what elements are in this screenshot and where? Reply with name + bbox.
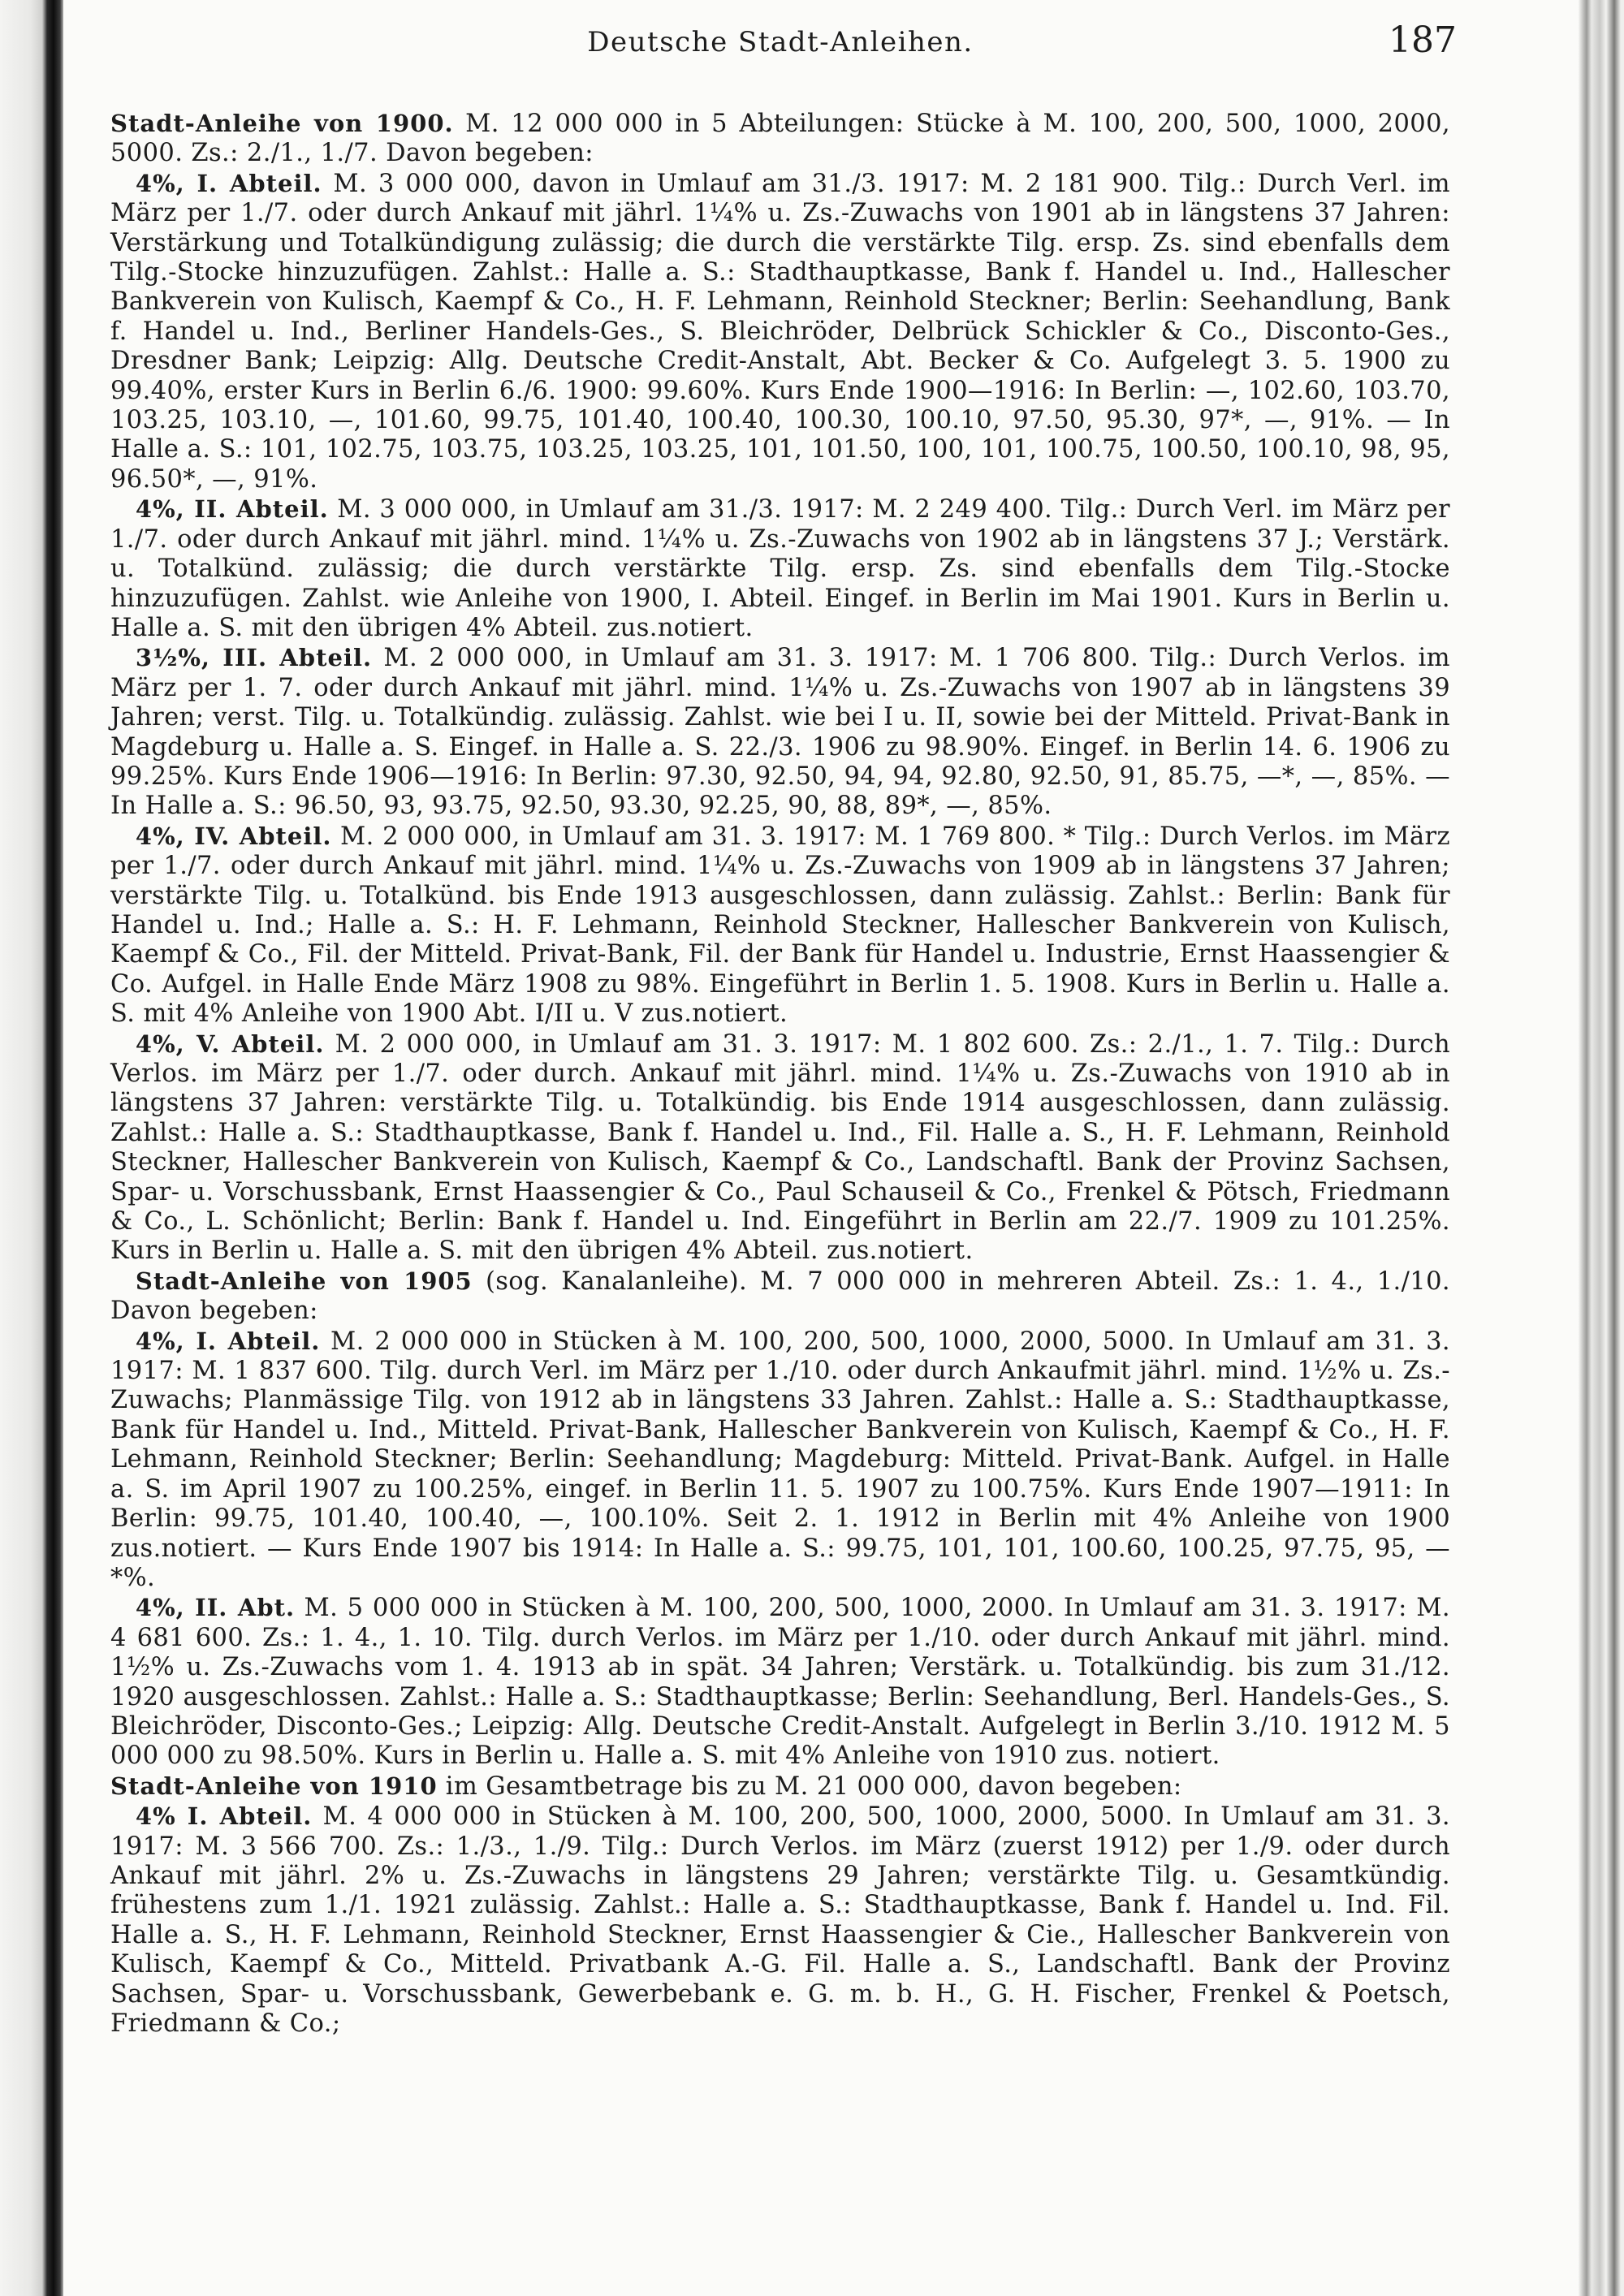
paragraph-1900-abteil-2 [110,494,1450,643]
paragraph-1910-abteil-1 [110,1802,1450,2039]
section-heading: 4%, V. Abteil. [135,1029,325,1058]
section-heading: 4%, I. Abteil. [135,1327,321,1355]
document-page [110,18,1457,2283]
paragraph-text: M. 5 000 000 in Stücken à M. 100, 200, 500, 1000, 2000. In Umlauf am 31. 3. 1917: M. 4 681 600. Zs.: 1. 4., 1. 10. Tilg. durch Verlos. im März per 1./10. oder durch Ankauf mit jährl. mind. 1½% u. Zs.-Zuwachs vom 1. 4. 1913 ab in spät. 34 Jahren; Verstärk. u. Totalkündig. bis zum 31./12. 1920 ausgeschlossen. Zahlst.: Halle a. S.: Stadthauptkasse; Berlin: Seehandlung, Berl. Handels-Ges., S. Bleichröder, Disconto-Ges.; Leipzig: Allg. Deutsche Credit-Anstalt. Aufgelegt in Berlin 3./10. 1912 M. 5 000 000 zu 98.50%. Kurs in Berlin u. Halle a. S. mit 4% Anleihe von 1910 zus. notiert. [110,1594,1450,1771]
book-binding-shadow [0,0,63,2296]
paragraph-text: M. 12 000 000 in 5 Abteilungen: Stücke à M. 100, 200, 500, 1000, 2000, 5000. Zs.: 2./1., 1./7. Davon begeben: [110,110,1450,168]
section-heading: 4%, II. Abt. [135,1594,296,1622]
paragraph-text: M. 2 000 000, in Umlauf am 31. 3. 1917: M. 1 769 800. * Tilg.: Durch Verlos. im März per 1./7. oder durch Ankauf mit jährl. mind. 1¼% u. Zs.-Zuwachs von 1909 ab in längstens 37 Jahren; verstärkte Tilg. u. Totalkünd. bis Ende 1913 ausgeschlossen, dann zulässig. Zahlst.: Berlin: Bank für Handel u. Ind.; Halle a. S.: H. F. Lehmann, Reinhold Steckner, Hallescher Bankverein von Kulisch, Kaempf & Co., Fil. der Mitteld. Privat-Bank, Fil. der Bank für Handel u. Industrie, Ernst Haassengier & Co. Aufgel. in Halle Ende März 1908 zu 98%. Eingeführt in Berlin 1. 5. 1908. Kurs in Berlin u. Halle a. S. mit 4% Anleihe von 1900 Abt. I/II u. V zus.notiert. [110,822,1451,1029]
paragraph-text: M. 2 000 000, in Umlauf am 31. 3. 1917: M. 1 802 600. Zs.: 2./1., 1. 7. Tilg.: Durch Verlos. im März per 1./7. oder durch. Ankauf mit jährl. mind. 1¼% u. Zs.-Zuwachs von 1910 ab in längstens 37 Jahren: verstärkte Tilg. u. Totalkündig. bis Ende 1914 ausgeschlossen, dann zulässig. Zahlst.: Halle a. S.: Stadthauptkasse, Bank f. Handel u. Ind., Fil. Halle a. S., H. F. Lehmann, Reinhold Steckner, Hallescher Bankverein von Kulisch, Kaempf & Co., Landschaftl. Bank der Provinz Sachsen, Spar- u. Vorschussbank, Ernst Haassengier & Co., Paul Schauseil & Co., Frenkel & Pötsch, Friedmann & Co., L. Schönlicht; Berlin: Bank f. Handel u. Ind. Eingeführt in Berlin am 22./7. 1909 zu 101.25%. Kurs in Berlin u. Halle a. S. mit den übrigen 4% Abteil. zus.notiert. [110,1029,1451,1266]
paragraph-anleihe-1905 [110,1267,1450,1327]
paragraph-text: M. 2 000 000, in Umlauf am 31. 3. 1917: M. 1 706 800. Tilg.: Durch Verlos. im März per 1. 7. oder durch Ankauf mit jährl. mind. 1¼% u. Zs.-Zuwachs von 1907 ab in längstens 39 Jahren; verst. Tilg. u. Totalkündig. zulässig. Zahlst. wie bei I u. II, sowie bei der Mitteld. Privat-Bank in Magdeburg u. Halle a. S. Eingef. in Halle a. S. 22./3. 1906 zu 98.90%. Eingef. in Berlin 14. 6. 1906 zu 99.25%. Kurs Ende 1906—1916: In Berlin: 97.30, 92.50, 94, 94, 92.80, 92.50, 91, 85.75, —*, —, 85%. — In Halle a. S.: 96.50, 93, 93.75, 92.50, 93.30, 92.25, 90, 88, 89*, —, 85%. [110,644,1450,821]
paragraph-text: M. 3 000 000, davon in Umlauf am 31./3. 1917: M. 2 181 900. Tilg.: Durch Verl. im März per 1./7. oder durch Ankauf mit jährl. 1¼% u. Zs.-Zuwachs von 1901 ab in längstens 37 Jahren: Verstärkung und Totalkündigung zulässig; die durch die verstärkte Tilg. ersp. Zs. sind ebenfalls dem Tilg.-Stocke hinzuzufügen. Zahlst.: Halle a. S.: Stadthauptkasse, Bank f. Handel u. Ind., Hallescher Bankverein von Kulisch, Kaempf & Co., H. F. Lehmann, Reinhold Steckner; Berlin: Seehandlung, Bank f. Handel u. Ind., Berliner Handels-Ges., S. Bleichröder, Delbrück Schickler & Co., Disconto-Ges., Dresdner Bank; Leipzig: Allg. Deutsche Credit-Anstalt, Abt. Becker & Co. Aufgelegt 3. 5. 1900 zu 99.40%, erster Kurs in Berlin 6./6. 1900: 99.60%. Kurs Ende 1900—1916: In Berlin: —, 102.60, 103.70, 103.25, 103.10, —, 101.60, 99.75, 101.40, 100.40, 100.30, 100.10, 97.50, 95.30, 97*, —, 91%. — In Halle a. S.: 101, 102.75, 103.75, 103.25, 103.25, 101, 101.50, 100, 101, 100.75, 100.50, 100.10, 98, 95, 96.50*, —, 91%. [110,169,1450,494]
section-heading: 4%, IV. Abteil. [135,822,332,850]
paragraph-1905-abteil-1 [110,1327,1450,1594]
paragraph-1900-abteil-4 [110,822,1450,1029]
running-head [110,18,1457,63]
paragraph-anleihe-1900 [110,109,1450,169]
paragraph-1905-abteil-2 [110,1593,1450,1771]
page-edge-shadow [1579,0,1624,2296]
page-number: 187 [1389,19,1457,61]
section-heading: 4% I. Abteil. [135,1802,313,1831]
paragraph-1900-abteil-1 [110,169,1450,494]
section-heading: Stadt-Anleihe von 1910 [110,1772,438,1800]
paragraph-text: M. 2 000 000 in Stücken à M. 100, 200, 500, 1000, 2000, 5000. In Umlauf am 31. 3. 1917: M. 1 837 600. Tilg. durch Verl. im März per 1./10. oder durch Ankaufmit jährl. mind. 1½% u. Zs.-Zuwachs; Planmässige Tilg. von 1912 ab in längstens 33 Jahren. Zahlst.: Halle a. S.: Stadthauptkasse, Bank für Handel u. Ind., Mitteld. Privat-Bank, Hallescher Bankverein von Kulisch, Kaempf & Co., H. F. Lehmann, Reinhold Steckner; Berlin: Seehandlung; Magdeburg: Mitteld. Privat-Bank. Aufgel. in Halle a. S. im April 1907 zu 100.25%, eingef. in Berlin 11. 5. 1907 zu 100.75%. Kurs Ende 1907—1911: In Berlin: 99.75, 101.40, 100.40, —, 100.10%. Seit 2. 1. 1912 in Berlin mit 4% Anleihe von 1900 zus.notiert. — Kurs Ende 1907 bis 1914: In Halle a. S.: 99.75, 101, 101, 100.60, 100.25, 97.75, 95, —*%. [110,1327,1450,1592]
section-heading: Stadt-Anleihe von 1900. [110,110,454,137]
paragraph-text: im Gesamtbetrage bis zu M. 21 000 000, davon begeben: [437,1772,1182,1801]
running-title: Deutsche Stadt-Anleihen. [587,26,974,58]
paragraph-1900-abteil-5 [110,1029,1450,1267]
paragraph-text: (sog. Kanalanleihe). M. 7 000 000 in mehreren Abteil. Zs.: 1. 4., 1./10. Davon begeben: [110,1267,1451,1326]
paragraph-text: M. 3 000 000, in Umlauf am 31./3. 1917: M. 2 249 400. Tilg.: Durch Verl. im März per 1./7. oder durch Ankauf mit jährl. mind. 1¼% u. Zs.-Zuwachs von 1902 ab in längstens 37 J.; Verstärk. u. Totalkünd. zulässig; die durch verstärkte Tilg. ersp. Zs. sind ebenfalls dem Tilg.-Stocke hinzuzufügen. Zahlst. wie Anleihe von 1900, I. Abteil. Eingef. in Berlin im Mai 1901. Kurs in Berlin u. Halle a. S. mit den übrigen 4% Abteil. zus.notiert. [110,495,1450,642]
paragraph-text: M. 4 000 000 in Stücken à M. 100, 200, 500, 1000, 2000, 5000. In Umlauf am 31. 3. 1917: M. 3 566 700. Zs.: 1./3., 1./9. Tilg.: Durch Verlos. im März (zuerst 1912) per 1./9. oder durch Ankauf mit jährl. 2% u. Zs.-Zuwachs in längstens 29 Jahren; verstärkte Tilg. u. Gesamtkündig. frühestens zum 1./1. 1921 zulässig. Zahlst.: Halle a. S.: Stadthauptkasse, Bank f. Handel u. Ind. Fil. Halle a. S., H. F. Lehmann, Reinhold Steckner, Ernst Haassengier & Cie., Hallescher Bankverein von Kulisch, Kaempf & Co., Mitteld. Privatbank A.-G. Fil. Halle a. S., Landschaftl. Bank der Provinz Sachsen, Spar- u. Vorschussbank, Gewerbebank e. G. m. b. H., G. H. Fischer, Frenkel & Poetsch, Friedmann & Co.; [110,1802,1450,2038]
section-heading: 3½%, III. Abteil. [135,644,373,672]
paragraph-1900-abteil-3 [110,643,1450,821]
section-heading: 4%, II. Abteil. [135,495,329,524]
body-text [110,109,1450,2039]
paragraph-anleihe-1910 [110,1772,1450,1802]
section-heading: 4%, I. Abteil. [135,169,322,197]
section-heading: Stadt-Anleihe von 1905 [135,1267,473,1295]
